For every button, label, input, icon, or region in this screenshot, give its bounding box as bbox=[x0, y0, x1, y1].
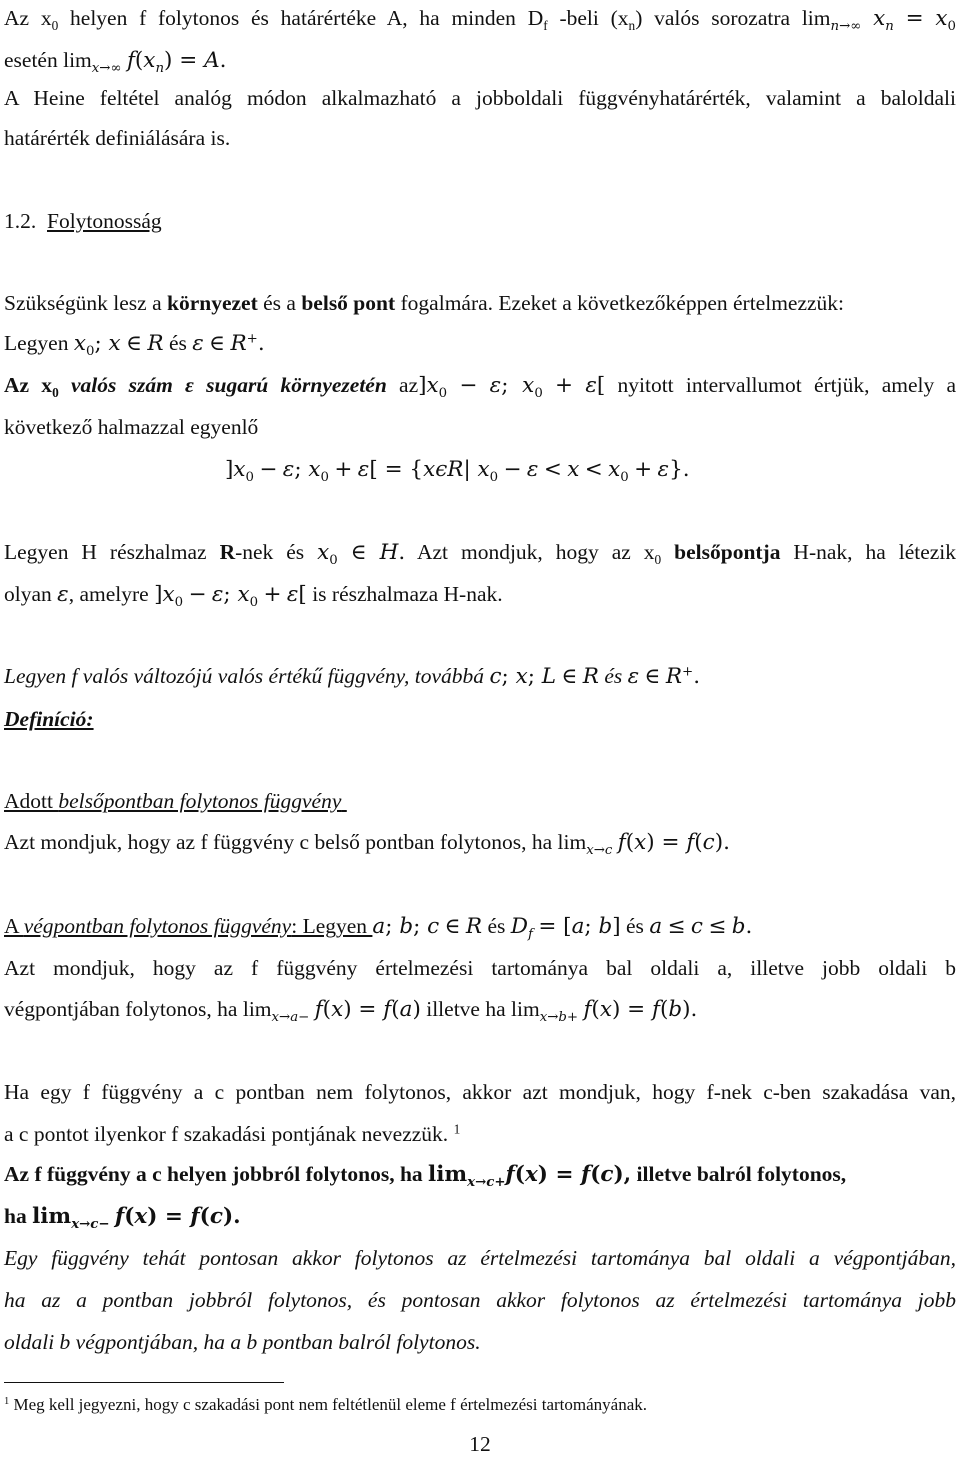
one-sided-line-2: ha $\lim_{x\to c-} f(x) = f(c)$. bbox=[4, 1204, 241, 1233]
footnote bbox=[4, 1394, 647, 1416]
summary-line-1: Egy függvény tehát pontosan akkor folytonos az értelmezési tartománya bal oldali a végpontjában, bbox=[4, 1246, 956, 1270]
endpoint-continuity-title: A végpontban folytonos függvény: Legyen a; b; c ∈ R és $D_f = [a$; b] és a ≤ c ≤ b. bbox=[4, 914, 753, 943]
page-number: 12 bbox=[469, 1432, 491, 1456]
footnote-text: Meg kell jegyezni, hogy c szakadási pont nem feltétlenül eleme f értelmezési tartományának. bbox=[9, 1395, 647, 1414]
neighborhood-set-formula: ]$x_0 - \varepsilon$; $x_0 + \varepsilon[ = \{x\epsilon R|$ $x_0 - \varepsilon < x < x_0 + \varepsilon$}. bbox=[225, 457, 690, 486]
section-title: Folytonosság bbox=[47, 209, 162, 233]
neighborhood-definition-2: következő halmazzal egyenlő bbox=[4, 415, 259, 439]
heine-line-3: A Heine feltétel analóg módon alkalmazható a jobboldali függvényhatárérték, valamint a baloldali bbox=[4, 86, 956, 110]
footnote-reference[interactable]: 1 bbox=[453, 1121, 461, 1137]
neighborhood-let: Legyen $x_0$; x ∈ R és ε ∈ R+. bbox=[4, 331, 265, 360]
neighborhood-intro: Szükségünk lesz a környezet és a belső pont fogalmára. Ezeket a következőképpen értelmezzük: bbox=[4, 291, 845, 315]
endpoint-continuity-line-2: Azt mondjuk, hogy az f függvény értelmezési tartománya bal oldali a, illetve jobb oldali b bbox=[4, 956, 956, 980]
interior-continuity-text: Azt mondjuk, hogy az f függvény c belső pontban folytonos, ha $\lim_{x\to c} f(x) = f(c)$. bbox=[4, 830, 730, 859]
section-number: 1.2. bbox=[4, 209, 37, 233]
discontinuity-line-2: a c pontot ilyenkor f szakadási pontjának nevezzük. $^1$ bbox=[4, 1121, 461, 1146]
function-intro: Legyen f valós változójú valós értékű függvény, továbbá c; x; L ∈ R és ε ∈ R+. bbox=[4, 664, 701, 689]
one-sided-line-1: Az f függvény a c helyen jobbról folytonos, ha $\lim_{x\to c+}f(x) = f(c)$, illetve balról folytonos, bbox=[4, 1162, 847, 1191]
footnote-divider bbox=[4, 1382, 284, 1383]
summary-line-3: oldali b végpontjában, ha a b pontban balról folytonos. bbox=[4, 1330, 481, 1354]
summary-line-2: ha az a pontban jobbról folytonos, és pontosan akkor folytonos az értelmezési tartománya jobb bbox=[4, 1288, 956, 1312]
heine-line-4: határérték definiálására is. bbox=[4, 126, 231, 150]
interior-point-line-2: olyan ε, amelyre ]$x_0 - \varepsilon$; $x_0 + \varepsilon$[ is részhalmaza H-nak. bbox=[4, 582, 503, 611]
interior-point-line-1: Legyen H részhalmaz R-nek és $x_0$ ∈ H. Azt mondjuk, hogy az $x_0$ belsőpontja H-nak, ha létezik bbox=[4, 540, 957, 569]
neighborhood-definition: Az $x_0$ valós szám ε sugarú környezetén $az]x_0 - \varepsilon$; $x_0 + \varepsilon$[ nyitott intervallumot értjük, amely a bbox=[4, 373, 957, 402]
heine-line-1: Az $x_0$ helyen f folytonos és határértéke A, ha minden $D_f$ -beli $(x_n)$ valós sorozatra $\lim_{n\to\infty} x_n = x_0$ bbox=[4, 6, 957, 35]
definition-label: Definíció: bbox=[4, 707, 94, 731]
discontinuity-line-1: Ha egy f függvény a c pontban nem folytonos, akkor azt mondjuk, hogy f-nek c-ben szakadása van, bbox=[4, 1080, 956, 1104]
interior-continuity-title: Adott belsőpontban folytonos függvény bbox=[4, 789, 342, 813]
endpoint-continuity-line-3: végpontjában folytonos, ha $\lim_{x\to a-} f(x) = f(a)$ illetve ha $\lim_{x\to b+} f(x) = f(b)$. bbox=[4, 997, 698, 1026]
footnote-mark: 1 bbox=[4, 1396, 10, 1408]
heine-line-2: esetén $\lim_{x\to\infty} f(x_n) = A$. bbox=[4, 48, 227, 77]
section-heading bbox=[4, 207, 956, 235]
